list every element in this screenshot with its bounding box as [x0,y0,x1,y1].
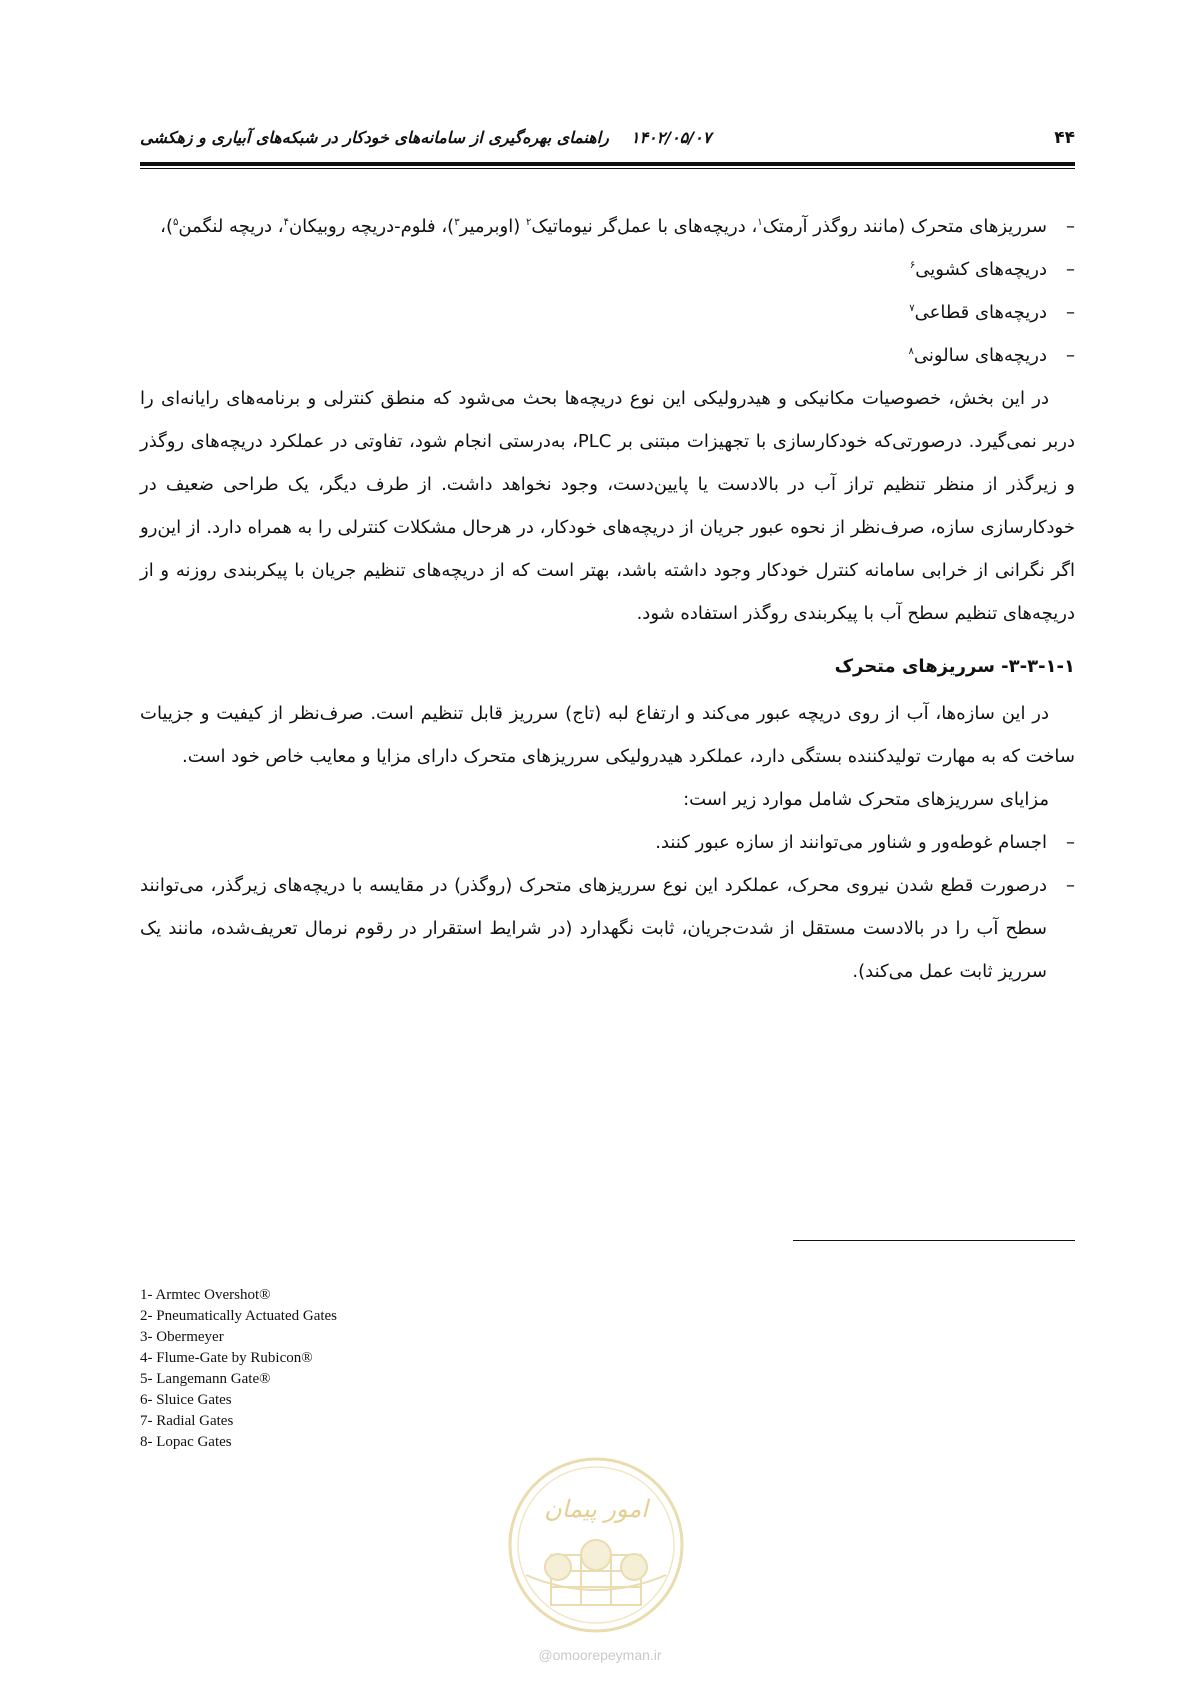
list-item: – درصورت قطع شدن نیروی محرک، عملکرد این نوع سرریزهای متحرک (روگذر) در مقایسه با دریچه‌های زیرگذر، می‌توانند سطح آب را در بالادست مستقل از شدت‌جریان، ثابت نگهدارد (در شرایط استقرار در رقوم نرمال تعریف‌شده، مانند یک سرریز ثابت عمل می‌کند). [140,864,1047,993]
running-title [140,128,711,147]
section-heading: ۳-۳-۱-۱- سرریزهای متحرک [834,656,1075,677]
footnote: 1- Armtec Overshot® [140,1287,271,1303]
header-title: راهنمای بهره‌گیری از سامانه‌های خودکار در شبکه‌های آبیاری و زهکشی [140,128,609,147]
footnote: 3- Obermeyer [140,1329,224,1345]
footnote: 2- Pneumatically Actuated Gates [140,1308,338,1324]
footnote-rule [793,1240,1075,1241]
page-header [140,128,1075,156]
paragraph-intro: در این بخش، خصوصیات مکانیکی و هیدرولیکی این نوع دریچه‌ها بحث می‌شود که منطق کنترلی و برنامه‌های رایانه‌ای را دربر نمی‌گیرد. درصورتی‌که خودکارسازی با تجهیزات مبتنی بر PLC، به‌درستی انجام شود، تفاوتی در عملکرد دریچه‌های روگذر و زیرگذر از منظر تنظیم تراز آب در بالادست یا پایین‌دست، وجود نخواهد داشت. از طرف دیگر، یک طراحی ضعیف در خودکارسازی سازه، صرف‌نظر از نحوه عبور جریان از دریچه‌های خودکار، در هرحال مشکلات کنترلی را به همراه دارد. از این‌رو اگر نگرانی از خرابی سامانه کنترل خودکار وجود داشته باشد، بهتر است که از دریچه‌های تنظیم جریان با پیکربندی روزنه و از دریچه‌های تنظیم سطح آب با پیکربندی روگذر استفاده شود. [140,388,1075,624]
advantages-list [140,821,1075,993]
footnote: 4- Flume-Gate by Rubicon® [140,1350,313,1366]
list-item: – دریچه‌های قطاعی$^۷$ [140,291,1047,334]
page-number: ۴۴ [1054,128,1075,148]
footnote: 5- Langemann Gate® [140,1371,271,1387]
header-date: ۱۴۰۲/۰۵/۰۷ [630,128,712,147]
header-rule-thick [140,162,1075,166]
header-rule-thin [140,168,1075,169]
list-item: – سرریزهای متحرک (مانند روگذر آرمتک$^۱$، دریچه‌های با عمل‌گر نیوماتیک$^۲$ (اوبرمیر$^۳$)، فلوم-دریچه روبیکان$^۴$، دریچه لنگمن$^۵$)، [140,205,1047,248]
watermark-logo-text: امور پیمان [544,1495,648,1523]
paragraph-advantages: مزایای سرریزهای متحرک شامل موارد زیر است: [683,789,1049,810]
paragraph-movable-weirs: در این سازه‌ها، آب از روی دریچه عبور می‌کند و ارتفاع لبه (تاج) سرریز قابل تنظیم است. صرف‌نظر از کیفیت و جزییات ساخت که به مهارت تولیدکننده بستگی دارد، عملکرد هیدرولیکی سرریزهای متحرک دارای مزایا و معایب خاص خود است. [140,703,1075,767]
footnotes [140,1285,640,1453]
footnote: 8- Lopac Gates [140,1434,232,1450]
list-item: – دریچه‌های کشویی$^۶$ [140,248,1047,291]
footnote: 6- Sluice Gates [140,1392,232,1408]
watermark-logo-icon [506,1455,686,1635]
list-item: – اجسام غوطه‌ور و شناور می‌توانند از سازه عبور کنند. [140,821,1047,864]
gate-types-list [140,205,1075,377]
footnote: 7- Radial Gates [140,1413,234,1429]
list-item: – دریچه‌های سالونی$^۸$ [140,334,1047,377]
page-body [140,205,1075,993]
watermark-site: @omoorepeyman.ir [538,1647,662,1663]
